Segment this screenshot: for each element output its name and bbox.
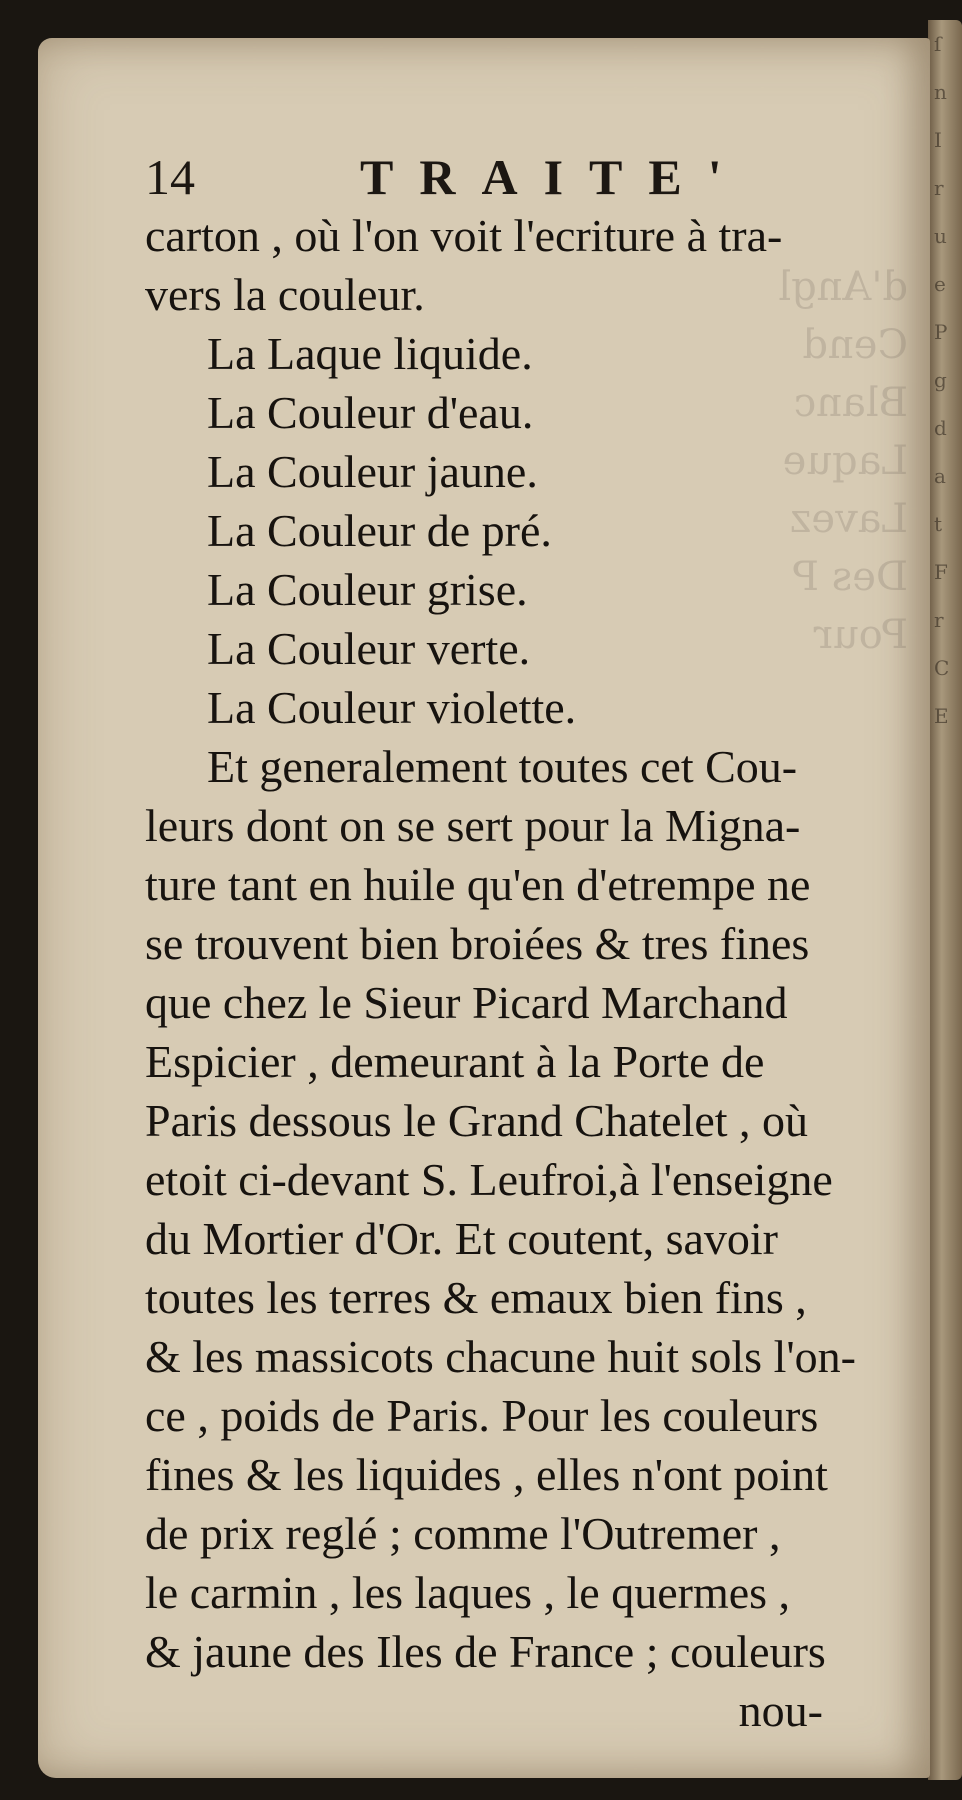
paragraph-line: fines & les liquides , elles n'ont point [145,1449,828,1500]
paragraph-line: leurs dont on se sert pour la Migna- [145,800,801,851]
list-item: La Couleur verte. [207,623,531,674]
text-line: vers la couleur. [145,269,425,320]
page-number: 14 [145,149,195,205]
list-item: La Couleur violette. [207,682,577,733]
adjacent-page-edge [928,20,962,1780]
paragraph-line: Et generalement toutes cet Cou- [207,741,798,792]
paragraph-line: toutes les terres & emaux bien fins , [145,1272,807,1323]
list-item: La Laque liquide. [207,328,533,379]
paragraph-line: ture tant en huile qu'en d'etrempe ne [145,859,811,910]
list-item: La Couleur d'eau. [207,387,534,438]
text-line: carton , où l'on voit l'ecriture à tra- [145,210,783,261]
paragraph-line: Paris dessous le Grand Chatelet , où [145,1095,809,1146]
paragraph-line: Espicier , demeurant à la Porte de [145,1036,765,1087]
list-item: La Couleur de pré. [207,505,552,556]
running-title: TRAITE' [360,149,748,205]
adjacent-page-text: ſ n I r u e P g d a t F r C E [934,32,950,728]
paragraph-line: ce , poids de Paris. Pour les couleurs [145,1390,819,1441]
show-through-text: d'Angl Cend Blanc Laque Lavez Des P Pour [778,264,908,658]
paragraph-line: & jaune des Iles de France ; couleurs [145,1626,826,1677]
paragraph-line: du Mortier d'Or. Et coutent, savoir [145,1213,778,1264]
paragraph-line: etoit ci-devant S. Leufroi,à l'enseigne [145,1154,833,1205]
paragraph-line: que chez le Sieur Picard Marchand [145,977,788,1028]
paragraph-line: de prix reglé ; comme l'Outremer , [145,1508,781,1559]
list-item: La Couleur grise. [207,564,528,615]
list-item: La Couleur jaune. [207,446,538,497]
paragraph-line: le carmin , les laques , le quermes , [145,1567,791,1618]
paragraph-line: & les massicots chacune huit sols l'on- [145,1331,856,1382]
body-text [145,206,885,1740]
catchword: nou- [738,1685,823,1736]
running-header [145,149,748,205]
paragraph-line: se trouvent bien broiées & tres fines [145,918,810,969]
